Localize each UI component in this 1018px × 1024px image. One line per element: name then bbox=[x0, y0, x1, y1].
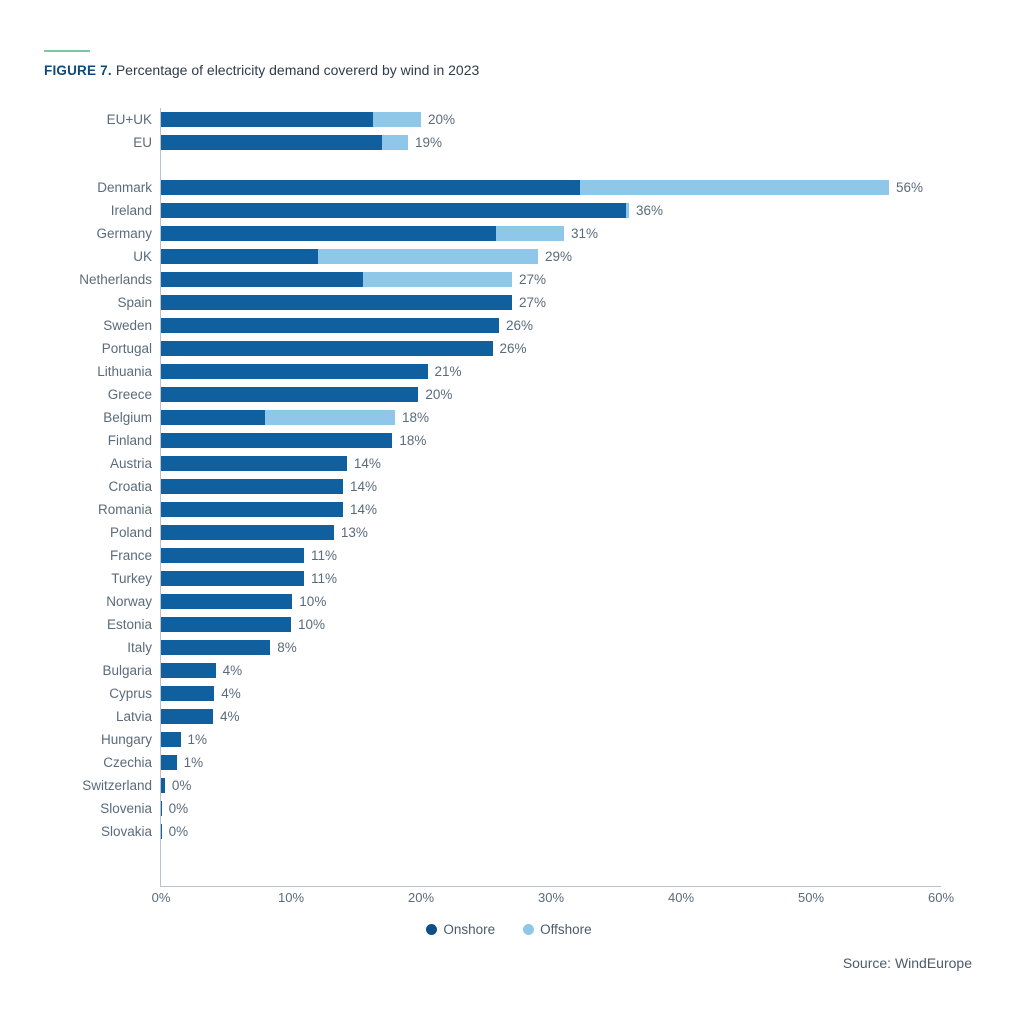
legend-label: Onshore bbox=[443, 922, 496, 937]
bar-value-label: 20% bbox=[428, 112, 456, 127]
bar-segment-onshore bbox=[161, 617, 291, 632]
bar-row bbox=[0, 176, 1018, 199]
x-tick-label: 20% bbox=[407, 890, 435, 905]
bar-segment-onshore bbox=[161, 226, 496, 241]
bar-row bbox=[0, 268, 1018, 291]
category-label: Denmark bbox=[97, 180, 152, 195]
category-label: Poland bbox=[109, 525, 152, 540]
bar-segment-onshore bbox=[161, 249, 318, 264]
figure-title bbox=[44, 62, 479, 79]
bar-segment-onshore bbox=[161, 135, 382, 150]
stacked-bar bbox=[161, 571, 304, 586]
bar-row bbox=[0, 682, 1018, 705]
category-label: Czechia bbox=[103, 755, 152, 770]
figure-label: FIGURE 7. bbox=[44, 63, 112, 78]
category-label: Hungary bbox=[100, 732, 152, 747]
accent-rule bbox=[44, 50, 90, 52]
category-label: Romania bbox=[97, 502, 152, 517]
category-label: Lithuania bbox=[97, 364, 152, 379]
bar-segment-onshore bbox=[161, 112, 373, 127]
figure-caption: Percentage of electricity demand covererd by wind in 2023 bbox=[115, 62, 480, 78]
bar-segment-onshore bbox=[161, 433, 392, 448]
stacked-bar bbox=[161, 318, 499, 333]
bar-row bbox=[0, 131, 1018, 154]
legend-swatch-icon bbox=[523, 924, 534, 935]
bar-row bbox=[0, 222, 1018, 245]
bar-row bbox=[0, 590, 1018, 613]
category-label: Portugal bbox=[101, 341, 152, 356]
x-tick-label: 60% bbox=[927, 890, 955, 905]
bar-row bbox=[0, 613, 1018, 636]
x-tick-label: 40% bbox=[667, 890, 695, 905]
bar-value-label: 26% bbox=[499, 341, 527, 356]
bar-segment-offshore bbox=[265, 410, 395, 425]
bar-segment-onshore bbox=[161, 295, 512, 310]
stacked-bar bbox=[161, 755, 177, 770]
bar-row bbox=[0, 291, 1018, 314]
bar-segment-onshore bbox=[161, 594, 292, 609]
bar-value-label: 4% bbox=[221, 686, 241, 701]
stacked-bar bbox=[161, 640, 270, 655]
stacked-bar bbox=[161, 824, 162, 839]
bar-value-label: 19% bbox=[415, 135, 443, 150]
x-axis-ticks bbox=[0, 890, 1018, 912]
category-label: EU+UK bbox=[106, 112, 152, 127]
bar-segment-onshore bbox=[161, 663, 216, 678]
bar-value-label: 18% bbox=[402, 410, 430, 425]
bar-value-label: 0% bbox=[168, 801, 189, 816]
category-label: Cyprus bbox=[109, 686, 152, 701]
bar-segment-onshore bbox=[161, 410, 265, 425]
stacked-bar bbox=[161, 456, 347, 471]
stacked-bar bbox=[161, 203, 629, 218]
bar-value-label: 31% bbox=[571, 226, 599, 241]
bar-value-label: 0% bbox=[171, 778, 192, 793]
stacked-bar bbox=[161, 732, 181, 747]
bar-value-label: 4% bbox=[222, 663, 243, 678]
bar-segment-offshore bbox=[373, 112, 421, 127]
stacked-bar bbox=[161, 272, 512, 287]
stacked-bar bbox=[161, 594, 292, 609]
bar-row bbox=[0, 774, 1018, 797]
bar-segment-onshore bbox=[161, 272, 363, 287]
bar-value-label: 18% bbox=[399, 433, 427, 448]
category-label: Slovakia bbox=[100, 824, 152, 839]
stacked-bar bbox=[161, 387, 418, 402]
bar-row bbox=[0, 797, 1018, 820]
bar-segment-onshore bbox=[161, 709, 213, 724]
chart-legend bbox=[0, 922, 1018, 937]
category-label: Switzerland bbox=[82, 778, 152, 793]
bar-row bbox=[0, 429, 1018, 452]
bar-segment-onshore bbox=[161, 341, 493, 356]
category-label: Italy bbox=[127, 640, 152, 655]
stacked-bar bbox=[161, 525, 334, 540]
category-label: Estonia bbox=[106, 617, 152, 632]
stacked-bar bbox=[161, 410, 395, 425]
stacked-bar bbox=[161, 433, 392, 448]
x-tick-label: 50% bbox=[797, 890, 825, 905]
bar-segment-onshore bbox=[161, 732, 181, 747]
category-label: Finland bbox=[107, 433, 152, 448]
bar-value-label: 14% bbox=[353, 456, 381, 471]
bar-value-label: 27% bbox=[519, 295, 547, 310]
legend-label: Offshore bbox=[540, 922, 592, 937]
stacked-bar bbox=[161, 226, 564, 241]
bar-value-label: 11% bbox=[311, 548, 338, 563]
bar-row bbox=[0, 820, 1018, 843]
bar-segment-onshore bbox=[161, 318, 499, 333]
bar-row bbox=[0, 406, 1018, 429]
bar-row bbox=[0, 498, 1018, 521]
category-label: Turkey bbox=[111, 571, 152, 586]
x-axis-line bbox=[160, 886, 941, 887]
category-label: Austria bbox=[109, 456, 152, 471]
stacked-bar bbox=[161, 548, 304, 563]
bar-row bbox=[0, 245, 1018, 268]
bar-value-label: 14% bbox=[350, 479, 378, 494]
bar-value-label: 8% bbox=[277, 640, 297, 655]
bar-segment-onshore bbox=[161, 640, 270, 655]
stacked-bar bbox=[161, 364, 428, 379]
bar-segment-offshore bbox=[382, 135, 408, 150]
bar-segment-onshore bbox=[161, 571, 304, 586]
bar-row bbox=[0, 659, 1018, 682]
category-label: Norway bbox=[106, 594, 152, 609]
bar-row bbox=[0, 567, 1018, 590]
category-label: Latvia bbox=[115, 709, 152, 724]
bar-chart bbox=[0, 100, 1018, 937]
bar-segment-onshore bbox=[161, 525, 334, 540]
bar-segment-onshore bbox=[161, 456, 347, 471]
bar-row bbox=[0, 314, 1018, 337]
stacked-bar bbox=[161, 135, 408, 150]
bar-row bbox=[0, 544, 1018, 567]
x-tick-label: 10% bbox=[277, 890, 305, 905]
stacked-bar bbox=[161, 686, 214, 701]
bar-segment-onshore bbox=[161, 180, 580, 195]
bar-row bbox=[0, 383, 1018, 406]
bar-segment-onshore bbox=[161, 479, 343, 494]
category-label: UK bbox=[133, 249, 152, 264]
stacked-bar bbox=[161, 617, 291, 632]
category-label: Slovenia bbox=[100, 801, 152, 816]
bar-segment-offshore bbox=[496, 226, 564, 241]
bar-segment-offshore bbox=[580, 180, 889, 195]
bar-segment-offshore bbox=[363, 272, 513, 287]
stacked-bar bbox=[161, 709, 213, 724]
bar-value-label: 36% bbox=[636, 203, 664, 218]
bar-segment-onshore bbox=[161, 801, 162, 816]
category-label: Germany bbox=[96, 226, 152, 241]
bar-value-label: 14% bbox=[350, 502, 378, 517]
bar-segment-onshore bbox=[161, 387, 418, 402]
bar-value-label: 1% bbox=[183, 755, 204, 770]
stacked-bar bbox=[161, 295, 512, 310]
legend-item[interactable] bbox=[426, 922, 495, 937]
legend-swatch-icon bbox=[426, 924, 437, 935]
stacked-bar bbox=[161, 663, 216, 678]
bar-value-label: 20% bbox=[425, 387, 453, 402]
bar-row bbox=[0, 452, 1018, 475]
legend-item[interactable] bbox=[523, 922, 592, 937]
bar-row bbox=[0, 705, 1018, 728]
bar-row bbox=[0, 199, 1018, 222]
bar-row bbox=[0, 108, 1018, 131]
bar-segment-onshore bbox=[161, 755, 177, 770]
category-label: Netherlands bbox=[79, 272, 152, 287]
bar-value-label: 56% bbox=[896, 180, 924, 195]
category-label: Croatia bbox=[108, 479, 152, 494]
bar-segment-onshore bbox=[161, 203, 626, 218]
bar-value-label: 21% bbox=[434, 364, 462, 379]
bar-row bbox=[0, 636, 1018, 659]
bar-segment-offshore bbox=[626, 203, 629, 218]
bar-value-label: 1% bbox=[187, 732, 208, 747]
bar-row bbox=[0, 360, 1018, 383]
x-tick-label: 30% bbox=[537, 890, 565, 905]
bar-value-label: 0% bbox=[168, 824, 189, 839]
bar-row bbox=[0, 751, 1018, 774]
category-label: EU bbox=[133, 135, 152, 150]
bar-row bbox=[0, 475, 1018, 498]
category-label: Ireland bbox=[110, 203, 152, 218]
bar-value-label: 27% bbox=[519, 272, 547, 287]
stacked-bar bbox=[161, 479, 343, 494]
bar-value-label: 13% bbox=[340, 525, 368, 540]
bar-segment-onshore bbox=[161, 502, 343, 517]
bar-value-label: 10% bbox=[298, 617, 326, 632]
stacked-bar bbox=[161, 502, 343, 517]
bar-row bbox=[0, 337, 1018, 360]
stacked-bar bbox=[161, 341, 493, 356]
bar-value-label: 10% bbox=[299, 594, 327, 609]
bar-segment-onshore bbox=[161, 364, 428, 379]
bar-row bbox=[0, 728, 1018, 751]
bar-segment-onshore bbox=[161, 824, 162, 839]
bar-value-label: 4% bbox=[220, 709, 240, 724]
stacked-bar bbox=[161, 801, 162, 816]
bar-segment-offshore bbox=[318, 249, 538, 264]
stacked-bar bbox=[161, 249, 538, 264]
bar-segment-onshore bbox=[161, 548, 304, 563]
category-label: Bulgaria bbox=[102, 663, 152, 678]
bar-value-label: 29% bbox=[545, 249, 573, 264]
category-label: Spain bbox=[117, 295, 152, 310]
category-label: Sweden bbox=[103, 318, 152, 333]
x-tick-label: 0% bbox=[151, 890, 171, 905]
bar-value-label: 26% bbox=[506, 318, 534, 333]
stacked-bar bbox=[161, 778, 165, 793]
source-note: Source: WindEurope bbox=[842, 955, 972, 971]
bar-segment-onshore bbox=[161, 778, 165, 793]
bar-segment-onshore bbox=[161, 686, 214, 701]
bar-value-label: 11% bbox=[311, 571, 338, 586]
bar-row bbox=[0, 521, 1018, 544]
stacked-bar bbox=[161, 112, 421, 127]
stacked-bar bbox=[161, 180, 889, 195]
category-label: France bbox=[109, 548, 152, 563]
category-label: Belgium bbox=[103, 410, 152, 425]
category-label: Greece bbox=[107, 387, 152, 402]
